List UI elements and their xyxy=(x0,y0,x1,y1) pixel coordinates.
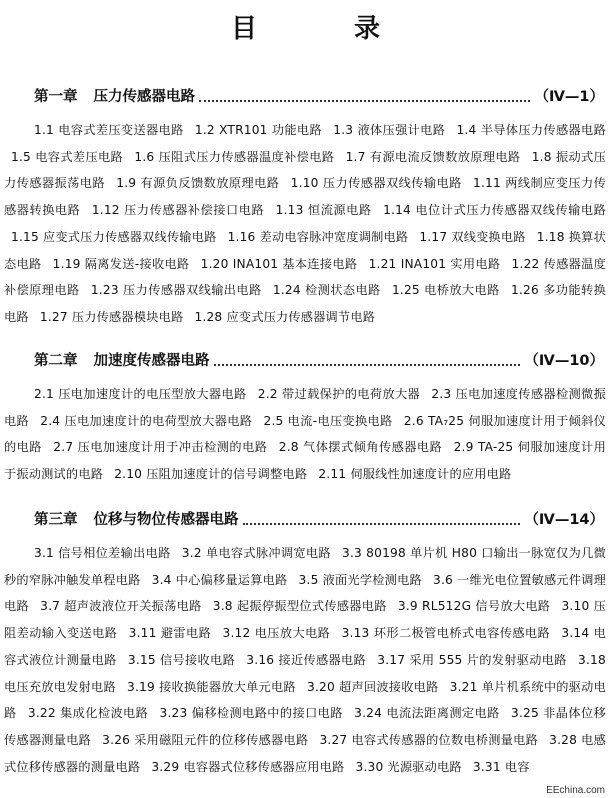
toc-entry[interactable]: 3.13 环形二极管电桥式电容传感电路 xyxy=(341,626,551,641)
chapter-entries xyxy=(4,381,606,488)
toc-entry[interactable]: 1.9 有源负反馈数放原理电路 xyxy=(116,176,280,191)
toc-entry[interactable]: 1.24 检测状态电路 xyxy=(272,283,381,298)
toc-entry[interactable]: 2.7 压电加速度计用于冲击检测的电路 xyxy=(53,440,268,455)
toc-entry[interactable]: 3.6 一维光电位置敏感元件调理电路 xyxy=(4,572,607,614)
chapter-page: （Ⅳ—1） xyxy=(534,89,604,105)
toc-entry[interactable]: 1.1 电容式差压变送器电路 xyxy=(34,123,184,137)
toc-entry[interactable]: 2.1 压电加速度计的电压型放大器电路 xyxy=(34,387,247,401)
toc-entry[interactable]: 3.8 起振停振型位式传感器电路 xyxy=(212,599,387,614)
toc-entry[interactable]: 2.10 压阻加速度计的信号调整电路 xyxy=(114,467,308,482)
toc-entry[interactable]: 3.9 RL512G 信号放大电路 xyxy=(397,599,551,614)
dot-leader xyxy=(243,522,521,525)
toc-entry[interactable]: 2.8 气体摆式倾角传感器电路 xyxy=(278,440,443,455)
toc-entry[interactable]: 3.21 单片机系统中的驱动电路 xyxy=(4,679,606,721)
chapter-page: （Ⅳ—10） xyxy=(524,353,604,369)
toc-entry[interactable]: 1.14 电位计式压力传感器双线传输电路 xyxy=(383,203,607,218)
toc-entry[interactable]: 3.28 电感式位移传感器的测量电路 xyxy=(4,732,607,774)
chapter-number: 第二章 xyxy=(34,353,78,369)
toc-entry[interactable]: 3.29 电容器式位移传感器应用电路 xyxy=(151,759,345,774)
toc-entry[interactable]: 2.6 TA₇25 伺服加速度计用于倾斜仪的电路 xyxy=(4,413,607,455)
toc-entry[interactable]: 1.3 液体压强计电路 xyxy=(333,123,446,137)
chapter-page: （Ⅳ—14） xyxy=(524,512,604,528)
toc-entry[interactable]: 3.24 电流法距离测定电路 xyxy=(354,706,500,721)
dot-leader xyxy=(214,363,521,366)
toc-entry[interactable]: 3.19 接收换能器放大单元电路 xyxy=(127,679,296,694)
toc-entry[interactable]: 1.16 差动电容脉冲宽度调制电路 xyxy=(227,229,409,244)
toc-entry[interactable]: 1.10 压力传感器双线传输电路 xyxy=(290,176,462,191)
toc-entry[interactable]: 2.9 TA-25 伺服加速度计用于振动测试的电路 xyxy=(4,440,606,482)
toc-entry[interactable]: 1.19 隔离发送-接收电路 xyxy=(52,256,190,271)
toc-entry[interactable]: 1.25 电桥放大电路 xyxy=(391,283,500,298)
chapter-entries xyxy=(4,117,606,331)
page-title: 目 录 xyxy=(230,14,425,44)
toc-entry[interactable]: 2.3 压电加速度传感器检测微振电路 xyxy=(4,387,606,428)
chapter-number: 第一章 xyxy=(34,89,78,105)
toc-entry[interactable]: 1.22 传感器温度补偿原理电路 xyxy=(4,256,607,298)
chapter-entries xyxy=(4,540,606,780)
toc-entry[interactable]: 3.14 电容式液位计测量电路 xyxy=(4,626,606,667)
toc-entry[interactable]: 2.4 压电加速度计的电荷型放大器电路 xyxy=(40,413,253,428)
toc-entry[interactable]: 3.20 超声回波接收电路 xyxy=(306,679,439,694)
toc-entry[interactable]: 3.11 避雷电路 xyxy=(128,626,212,641)
toc-entry[interactable]: 1.15 应变式压力传感器双线传输电路 xyxy=(11,229,217,244)
toc-entry[interactable]: 1.7 有源电流反馈数放原理电路 xyxy=(345,149,521,164)
toc-entry[interactable]: 2.11 伺服线性加速度计的应用电路 xyxy=(318,467,512,482)
toc-entry[interactable]: 3.5 液面光学检测电路 xyxy=(298,572,422,587)
toc-entry[interactable]: 3.3 80198 单片机 H80 口输出一脉宽仅为几微秒的窄脉冲触发单程电路 xyxy=(4,546,607,587)
chapter-heading[interactable] xyxy=(34,84,604,106)
toc-entry[interactable]: 3.2 单电容式脉冲调宽电路 xyxy=(181,546,331,560)
toc-entry[interactable]: 3.25 非晶体位移传感器测量电路 xyxy=(4,706,606,747)
toc-entry[interactable]: 1.23 压力传感器双线输出电路 xyxy=(90,283,262,298)
toc-entry[interactable]: 1.6 压阻式压力传感器温度补偿电路 xyxy=(134,149,335,164)
toc-entry[interactable]: 1.18 换算状态电路 xyxy=(4,229,606,271)
toc-entry[interactable]: 1.2 XTR101 功能电路 xyxy=(194,123,323,137)
watermark: EEchina.com xyxy=(546,785,605,796)
toc-entry[interactable]: 1.12 压力传感器补偿接口电路 xyxy=(91,203,265,218)
toc-entry[interactable]: 1.4 半导体压力传感器电路 xyxy=(456,123,606,137)
toc-entry[interactable]: 3.18 电压充放电发射电路 xyxy=(4,652,606,694)
chapter-title: 压力传感器电路 xyxy=(93,89,195,105)
toc-entry[interactable]: 3.1 信号相位差输出电路 xyxy=(34,546,171,560)
toc-entry[interactable]: 1.26 多功能转换电路 xyxy=(4,283,606,324)
toc-entry[interactable]: 3.15 信号接收电路 xyxy=(127,652,236,667)
toc-entry[interactable]: 1.13 恒流源电路 xyxy=(275,203,372,218)
toc-entry[interactable]: 3.10 压阻差动输入变送电路 xyxy=(4,599,606,641)
toc-entry[interactable]: 3.4 中心偏移量运算电路 xyxy=(151,572,288,587)
toc-entry[interactable]: 3.26 采用磁阻元件的位移传感器电路 xyxy=(102,732,309,747)
toc-entry[interactable]: 3.17 采用 555 片的发射驱动电路 xyxy=(377,652,567,667)
chapter-heading[interactable] xyxy=(34,348,604,370)
toc-entry[interactable]: 1.21 INA101 实用电路 xyxy=(368,256,501,271)
toc-entry[interactable]: 1.27 压力传感器模块电路 xyxy=(39,309,184,324)
toc-entry[interactable]: 3.31 电容 xyxy=(472,759,530,774)
chapter-title: 加速度传感器电路 xyxy=(93,353,210,369)
dot-leader xyxy=(199,99,530,102)
toc-entry[interactable]: 1.17 双线变换电路 xyxy=(419,229,526,244)
toc-entry[interactable]: 1.20 INA101 基本连接电路 xyxy=(200,256,358,271)
toc-entry[interactable]: 3.30 光源驱动电路 xyxy=(355,759,462,774)
toc-entry[interactable]: 3.7 超声波液位开关振荡电路 xyxy=(40,599,202,614)
toc-entry[interactable]: 2.2 带过载保护的电荷放大器 xyxy=(257,387,421,401)
toc-entry[interactable]: 3.22 集成化检波电路 xyxy=(27,706,149,721)
toc-entry[interactable]: 3.12 电压放大电路 xyxy=(222,626,331,641)
chapter-number: 第三章 xyxy=(34,512,78,528)
chapter-title: 位移与物位传感器电路 xyxy=(93,512,239,528)
toc-entry[interactable]: 3.27 电容式传感器的位数电桥测量电路 xyxy=(319,732,538,747)
toc-entry[interactable]: 3.16 接近传感器电路 xyxy=(246,652,367,667)
toc-entry[interactable]: 1.28 应变式压力传感器调节电路 xyxy=(194,309,376,324)
toc-entry[interactable]: 3.23 偏移检测电路中的接口电路 xyxy=(159,706,343,721)
chapter-heading[interactable] xyxy=(34,507,604,529)
toc-entry[interactable]: 2.5 电流-电压变换电路 xyxy=(263,413,393,428)
toc-entry[interactable]: 1.5 电容式差压电路 xyxy=(11,149,124,164)
toc-entry[interactable]: 1.8 振动式压力传感器振荡电路 xyxy=(4,149,606,191)
toc-entry[interactable]: 1.11 两线制应变压力传感器转换电路 xyxy=(4,176,606,218)
